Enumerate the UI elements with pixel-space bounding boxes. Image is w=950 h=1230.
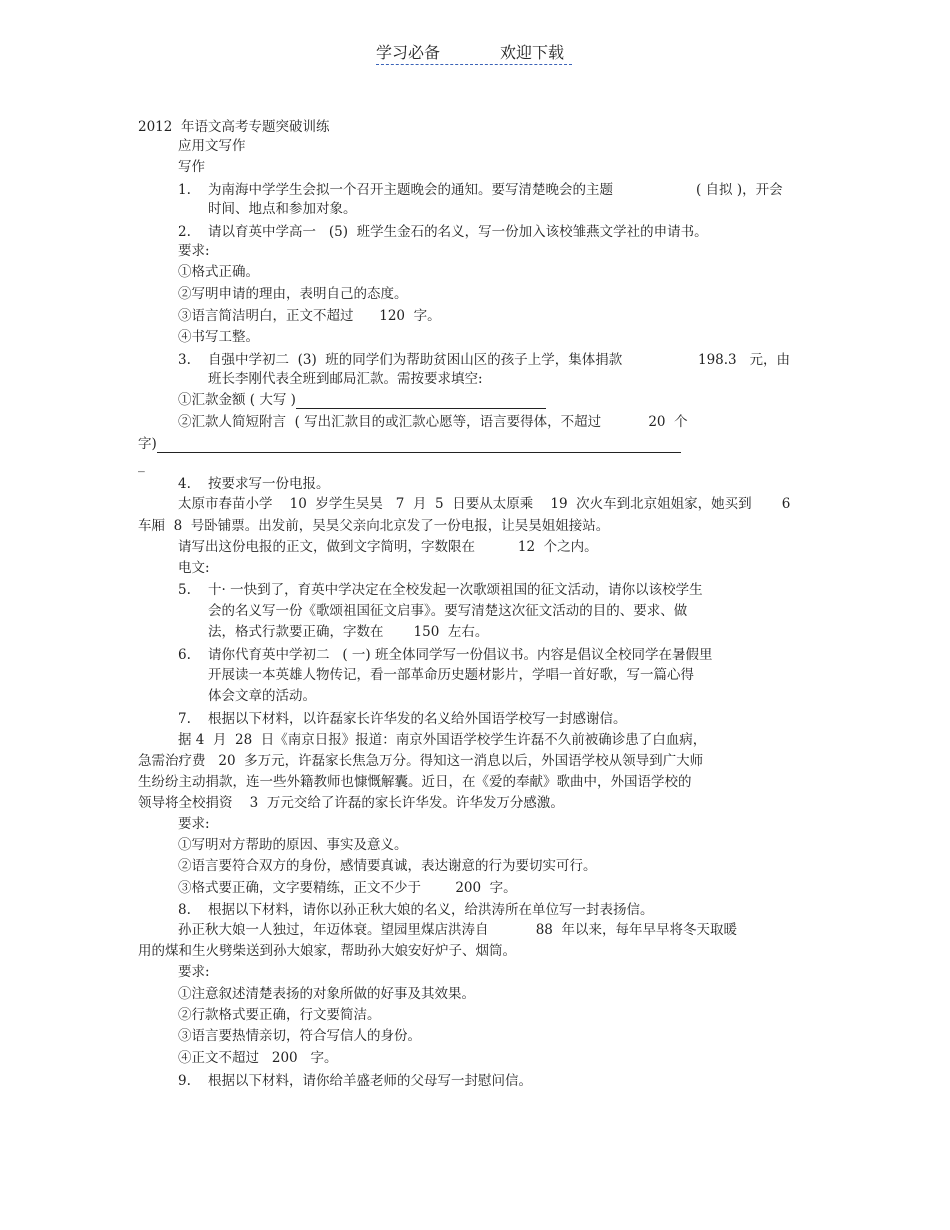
q4-para2: 请写出这份电报的正文，做到文字简明，字数限在 12 个之内。	[178, 539, 598, 555]
subsection-title: 写作	[178, 159, 205, 175]
q4-line1: 按要求写一份电报。	[208, 476, 330, 492]
q7-req2: ②语言要符合双方的身份，感情要真诚，表达谢意的行为要切实可行。	[178, 858, 597, 874]
q5-line2: 会的名义写一份《歌颂祖国征文启事》。要写清楚这次征文活动的目的、要求、做	[208, 603, 688, 619]
q7-req3: ③格式要正确，文字要精练，正文不少于 200 字。	[178, 880, 517, 896]
q3-line1-tail: 198.3 元，由	[698, 352, 791, 368]
q3-field2-row	[138, 435, 681, 453]
q8-req3: ③语言要热情亲切，符合写信人的身份。	[178, 1028, 421, 1044]
q6-line3: 体会文章的活动。	[208, 688, 316, 704]
q2-line1: 请以育英中学高一 (5) 班学生金石的名义，写一份加入该校雏燕文学社的申请书。	[208, 224, 708, 240]
q5-line1: 十· 一快到了，育英中学决定在全校发起一次歌颂祖国的征文活动，请你以该校学生	[208, 582, 703, 598]
q3-field1-blank[interactable]	[296, 395, 546, 409]
q1-line2: 时间、地点和参加对象。	[208, 201, 357, 217]
q7-para2: 急需治疗费 20 多万元，许磊家长焦急万分。得知这一消息以后，外国语学校从领导到广大师	[138, 753, 704, 769]
q2-req-label: 要求:	[178, 243, 210, 259]
q7-number: 7.	[178, 711, 191, 727]
q3-line1: 自强中学初二 (3) 班的同学们为帮助贫困山区的孩子上学，集体捐款	[208, 352, 623, 368]
q6-number: 6.	[178, 647, 191, 663]
q9-number: 9.	[178, 1073, 191, 1089]
q3-field1-label: ①汇款金额 ( 大写 )	[178, 392, 296, 408]
q5-number: 5.	[178, 582, 191, 598]
q7-para1: 据 4 月 28 日《南京日报》报道：南京外国语学校学生许磊不久前被确诊患了白血病，	[178, 732, 707, 748]
q3-field2: ②汇款人简短附言 ( 写出汇款目的或汇款心愿等，语言要得体，不超过 20 个	[178, 414, 688, 430]
q6-line1: 请你代育英中学初二 ( 一) 班全体同学写一份倡议书。内容是倡议全校同学在暑假里	[208, 647, 713, 663]
q9-line1: 根据以下材料，请你给羊盛老师的父母写一封慰问信。	[208, 1073, 532, 1089]
q1-line1-tail: ( 自拟 )，开会	[696, 182, 783, 198]
q2-req4: ④书写工整。	[178, 329, 259, 345]
q4-para1a: 太原市春苗小学 10 岁学生吴昊 7 月 5 日要从太原乘 19 次火车到北京姐姐家，她买到 6	[178, 496, 791, 512]
q7-req-label: 要求:	[178, 816, 210, 832]
q8-req2: ②行款格式要正确，行文要简洁。	[178, 1007, 381, 1023]
q3-field2-blank[interactable]	[157, 439, 681, 453]
q8-line1: 根据以下材料，请你以孙正秋大娘的名义，给洪涛所在单位写一封表扬信。	[208, 902, 654, 918]
q7-req1: ①写明对方帮助的原因、事实及意义。	[178, 837, 408, 853]
q8-para2: 用的煤和生火劈柴送到孙大娘家，帮助孙大娘安好炉子、烟筒。	[138, 943, 516, 959]
q3-field2-underscore: _	[138, 457, 145, 473]
doc-title: 2012 年语文高考专题突破训练	[138, 119, 330, 135]
q4-para3: 电文:	[178, 560, 210, 576]
q4-para1b: 车厢 8 号卧铺票。出发前，吴昊父亲向北京发了一份电报，让吴昊姐姐接站。	[138, 518, 610, 534]
q8-para1: 孙正秋大娘一人独过，年迈体衰。望园里煤店洪涛自 88 年以来，每年早早将冬天取暖	[178, 922, 737, 938]
q7-line1: 根据以下材料，以许磊家长许华发的名义给外国语学校写一封感谢信。	[208, 711, 627, 727]
q7-para3: 生纷纷主动捐款，连一些外籍教师也慷慨解囊。近日，在《爱的奉献》歌曲中，外国语学校的	[138, 774, 692, 790]
header-right: 欢迎下载	[500, 43, 565, 62]
q2-req2: ②写明申请的理由，表明自己的态度。	[178, 286, 408, 302]
q4-number: 4.	[178, 476, 191, 492]
q2-number: 2.	[178, 224, 191, 240]
q3-field2-end: 字)	[138, 436, 157, 452]
page-header	[376, 40, 572, 65]
q8-number: 8.	[178, 902, 191, 918]
q8-req4: ④正文不超过 200 字。	[178, 1050, 338, 1066]
section-title: 应用文写作	[178, 138, 246, 154]
q3-field1	[178, 391, 546, 409]
q3-line2: 班长李刚代表全班到邮局汇款。需按要求填空:	[208, 371, 483, 387]
q5-line3: 法，格式行款要正确，字数在 150 左右。	[208, 624, 489, 640]
q1-line1: 为南海中学学生会拟一个召开主题晚会的通知。要写清楚晚会的主题	[208, 182, 613, 198]
q2-req3: ③语言简洁明白，正文不超过 120 字。	[178, 308, 441, 324]
q3-number: 3.	[178, 352, 191, 368]
q7-para4: 领导将全校捐资 3 万元交给了许磊的家长许华发。许华发万分感激。	[138, 795, 564, 811]
q8-req-label: 要求:	[178, 964, 210, 980]
q2-req1: ①格式正确。	[178, 264, 259, 280]
q6-line2: 开展读一本英雄人物传记，看一部革命历史题材影片，学唱一首好歌，写一篇心得	[208, 667, 694, 683]
q8-req1: ①注意叙述清楚表扬的对象所做的好事及其效果。	[178, 986, 475, 1002]
header-left: 学习必备	[376, 43, 441, 62]
q1-number: 1.	[178, 182, 191, 198]
